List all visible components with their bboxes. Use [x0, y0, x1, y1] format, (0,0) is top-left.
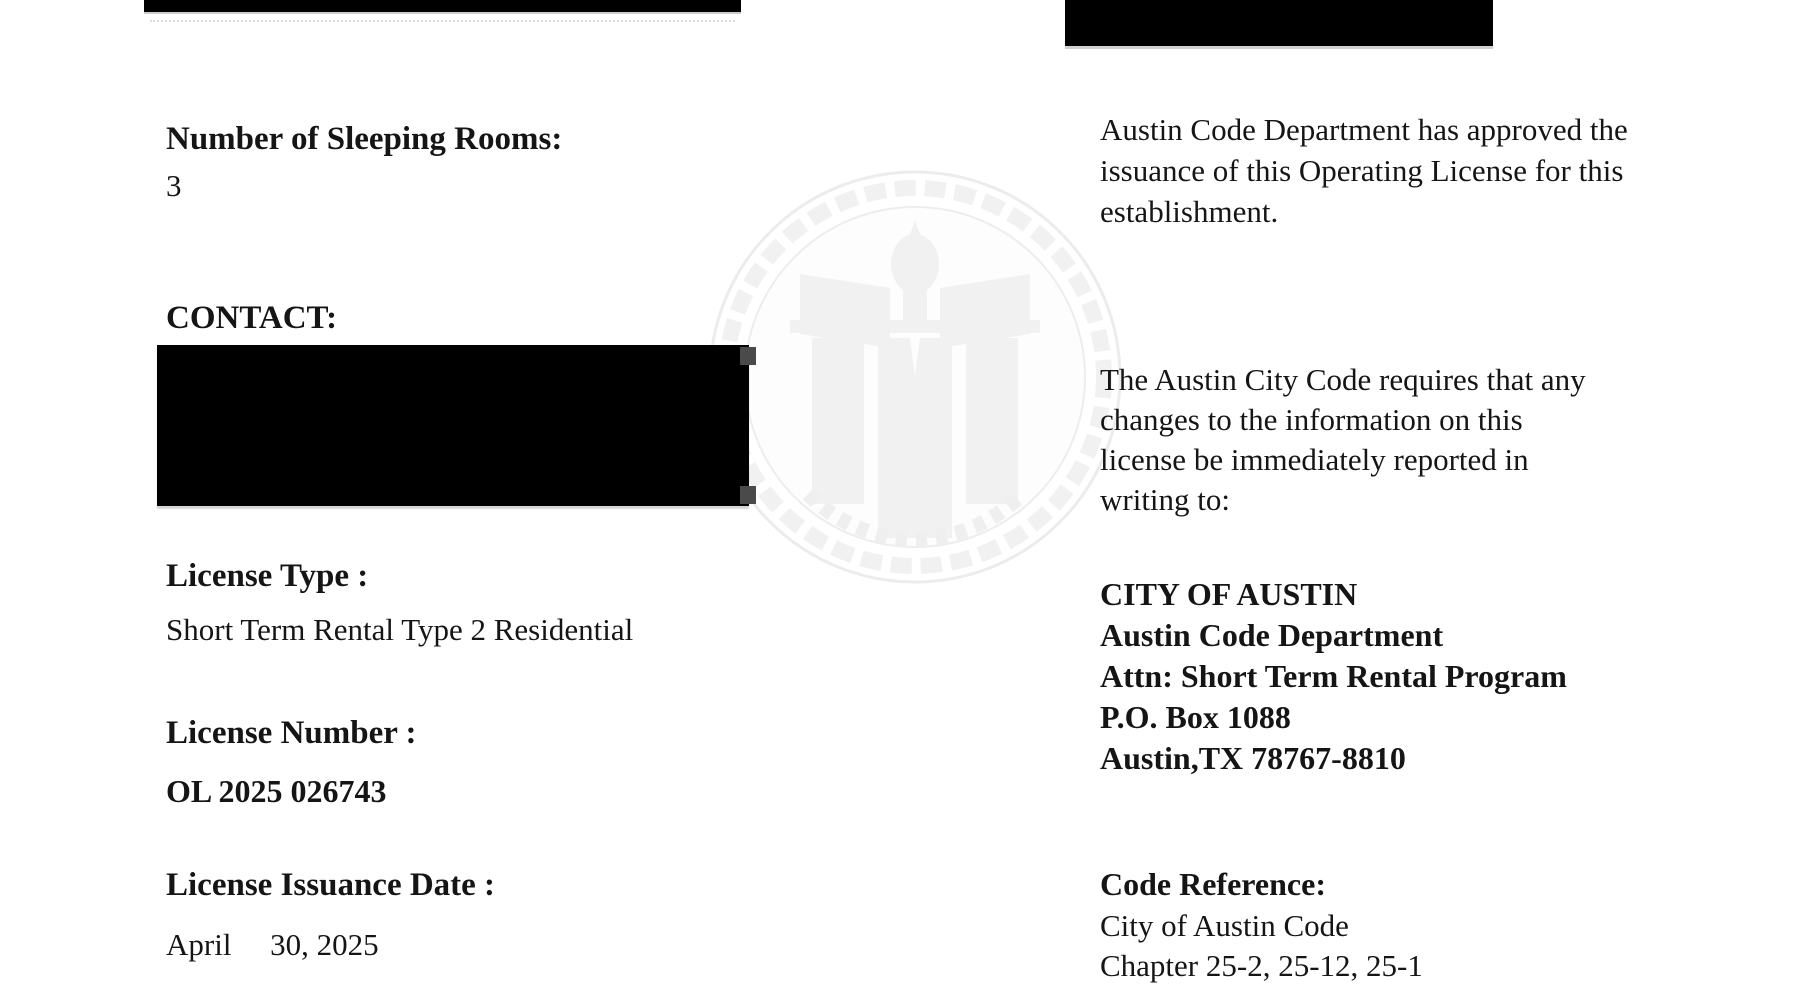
report-paragraph-line: changes to the information on this: [1100, 402, 1523, 437]
redacted-region-contact-info: [157, 345, 749, 506]
scan-artifact-dotted-line: [150, 20, 735, 22]
report-paragraph-line: writing to:: [1100, 482, 1231, 517]
mailing-address-line: CITY OF AUSTIN: [1100, 576, 1358, 612]
license-number-value: OL 2025 026743: [166, 773, 387, 809]
mailing-address-line: Austin,TX 78767-8810: [1100, 740, 1406, 776]
license-number-label: License Number :: [166, 715, 417, 751]
license-type-label: License Type :: [166, 558, 369, 594]
redacted-region-header-right: [1065, 0, 1493, 46]
redacted-region-header-left: [144, 0, 741, 12]
license-issuance-date-label: License Issuance Date :: [166, 867, 496, 903]
mailing-address-line: Attn: Short Term Rental Program: [1100, 658, 1567, 694]
approval-paragraph-line: Austin Code Department has approved the: [1100, 112, 1628, 147]
sleeping-rooms-label: Number of Sleeping Rooms:: [166, 121, 563, 157]
sleeping-rooms-value: 3: [166, 168, 182, 203]
code-reference-line: Chapter 25-2, 25-12, 25-1: [1100, 948, 1423, 983]
redaction-scan-artifact: [740, 486, 756, 504]
code-reference-label: Code Reference:: [1100, 866, 1326, 902]
report-paragraph-line: license be immediately reported in: [1100, 442, 1529, 477]
redaction-scan-artifact: [740, 347, 756, 365]
license-issuance-date-value: April 30, 2025: [166, 927, 379, 962]
license-type-value: Short Term Rental Type 2 Residential: [166, 612, 634, 647]
contact-label: CONTACT:: [166, 300, 338, 336]
approval-paragraph-line: issuance of this Operating License for this: [1100, 153, 1624, 188]
mailing-address-line: P.O. Box 1088: [1100, 699, 1291, 735]
city-of-austin-seal-watermark: [700, 162, 1130, 592]
mailing-address-line: Austin Code Department: [1100, 617, 1444, 653]
code-reference-line: City of Austin Code: [1100, 908, 1349, 943]
approval-paragraph-line: establishment.: [1100, 194, 1279, 229]
report-paragraph-line: The Austin City Code requires that any: [1100, 362, 1586, 397]
